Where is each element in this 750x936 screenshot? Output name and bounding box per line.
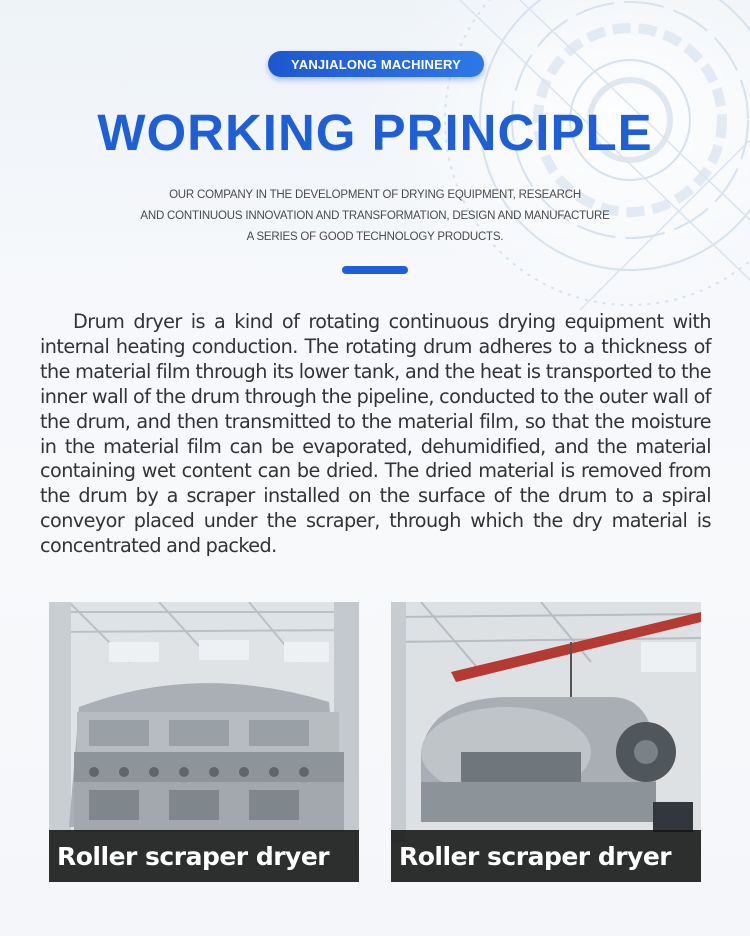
product-photo-2 bbox=[391, 602, 701, 882]
title-divider bbox=[342, 266, 408, 274]
photo-caption-bar bbox=[391, 830, 701, 882]
photo-caption: Roller scraper dryer bbox=[57, 841, 330, 871]
brand-badge: YANJIALONG MACHINERY bbox=[268, 51, 484, 77]
photo-caption: Roller scraper dryer bbox=[399, 841, 672, 871]
page-title: WORKING PRINCIPLE bbox=[97, 104, 653, 161]
product-photo-1 bbox=[49, 602, 359, 882]
decorative-gear-background bbox=[320, 0, 750, 330]
intro-line: OUR COMPANY IN THE DEVELOPMENT OF DRYING EQUIPMENT, RESEARCH bbox=[169, 189, 581, 201]
photo-caption-bar bbox=[49, 830, 359, 882]
intro-line: AND CONTINUOUS INNOVATION AND TRANSFORMATION, DESIGN AND MANUFACTURE bbox=[140, 210, 610, 222]
intro-line: A SERIES OF GOOD TECHNOLOGY PRODUCTS. bbox=[246, 231, 504, 243]
working-principle-paragraph: Drum dryer is a kind of rotating continuous drying equipment with internal heating conduction. The rotating drum adheres to a thickness of the material film through its lower tank, and the heat is transported to the inner wall of the drum through the pipeline, conducted to the outer wall of the drum, and then transmitted to the material film, so that the moisture in the material film can be evaporated, dehumidified, and the material containing wet content can be dried. The dried material is removed from the drum by a scraper installed on the surface of the drum to a spiral conveyor placed under the scraper, through which the dry material is concentrated and packed. bbox=[40, 310, 711, 558]
intro-text bbox=[0, 185, 750, 248]
